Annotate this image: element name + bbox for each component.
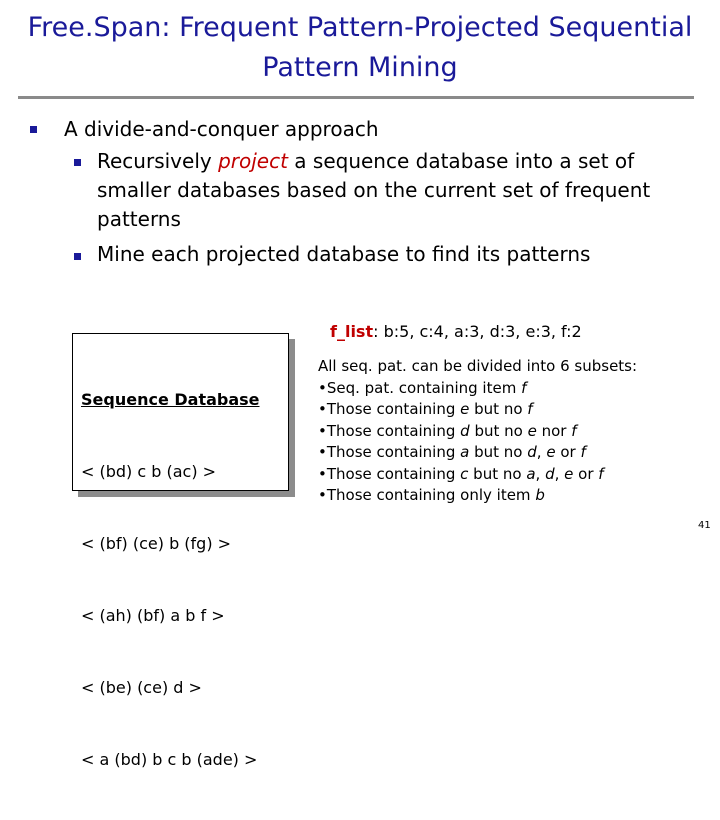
f-list [330, 320, 582, 344]
subset-text: •Those containing only item [318, 486, 536, 504]
subset-text: •Those containing [318, 443, 461, 461]
subset-text: , [554, 464, 565, 483]
subset-item-emphasis: e [460, 400, 470, 418]
page-number: 41 [698, 520, 711, 531]
sequence-row: < (be) (ce) d > [81, 678, 202, 697]
subset-item [318, 485, 637, 507]
title-line-1: Free.Span: Frequent Pattern-Projected Sequential [27, 12, 693, 43]
sequence-database-header: Sequence Database [81, 390, 260, 409]
subset-text: but no [469, 443, 528, 461]
sub-bullet-project-prefix: Recursively [97, 149, 219, 173]
subset-text: •Those containing [318, 464, 461, 483]
subset-text: or [573, 464, 599, 483]
bullet-divide-conquer: A divide-and-conquer approach [64, 117, 379, 141]
subset-text: or [555, 443, 581, 461]
subset-item-emphasis: e [546, 443, 556, 461]
subset-text: but no [469, 400, 528, 418]
subset-item-emphasis: f [527, 400, 533, 418]
sequence-row: < a (bd) b c b (ade) > [81, 750, 258, 769]
subset-text: , [535, 464, 546, 483]
subset-item-emphasis: d [527, 443, 537, 461]
subsets-list [318, 356, 637, 507]
subset-text: but no [469, 421, 528, 440]
project-emphasis: project [218, 149, 288, 173]
sub-bullet-square-icon [74, 253, 81, 260]
subset-item-emphasis: e [527, 421, 537, 440]
subset-item-emphasis: c [460, 464, 469, 483]
sub-bullet-square-icon [74, 159, 81, 166]
subset-text: , [536, 443, 547, 461]
subset-item [318, 399, 637, 421]
sub-bullet-project-suffix: a sequence database into a set of [287, 149, 635, 173]
subsets-intro: All seq. pat. can be divided into 6 subsets: [318, 357, 638, 375]
sequence-database-box [72, 333, 289, 769]
subset-item [318, 378, 637, 400]
subset-item-emphasis: d [545, 464, 555, 483]
sequence-database-content [81, 340, 260, 820]
subset-item-emphasis: e [564, 464, 574, 483]
title-line-2: Pattern Mining [262, 52, 458, 83]
subset-item-emphasis: a [460, 443, 470, 461]
f-list-label: f_list [330, 322, 374, 341]
subset-text: nor [536, 421, 572, 440]
subset-item-emphasis: f [571, 421, 577, 440]
sub-bullet-project [97, 147, 650, 234]
sub-bullet-mine: Mine each projected database to find its patterns [97, 242, 591, 266]
sub-bullet-project-line2: smaller databases based on the current set of frequent [97, 178, 651, 202]
subset-text: •Those containing [318, 421, 461, 440]
subset-text: but no [468, 464, 527, 483]
sequence-row: < (bf) (ce) b (fg) > [81, 534, 232, 553]
subset-item-emphasis: f [521, 378, 527, 397]
slide-title [0, 8, 720, 88]
title-divider [18, 96, 694, 99]
bullet-square-icon [30, 126, 37, 133]
subset-item [318, 464, 637, 486]
subset-item-emphasis: a [526, 464, 536, 483]
subset-item [318, 442, 637, 464]
sequence-row: < (bd) c b (ac) > [81, 462, 217, 481]
sequence-row: < (ah) (bf) a b f > [81, 606, 225, 625]
subset-text: •Seq. pat. containing item [318, 378, 522, 397]
subset-item-emphasis: f [580, 443, 586, 461]
subset-item [318, 421, 637, 443]
subset-item-emphasis: f [598, 464, 604, 483]
f-list-values: : b:5, c:4, a:3, d:3, e:3, f:2 [373, 322, 582, 341]
subset-item-emphasis: b [535, 486, 545, 504]
subset-item-emphasis: d [460, 421, 470, 440]
sub-bullet-project-line3: patterns [97, 207, 181, 231]
subset-text: •Those containing [318, 400, 461, 418]
